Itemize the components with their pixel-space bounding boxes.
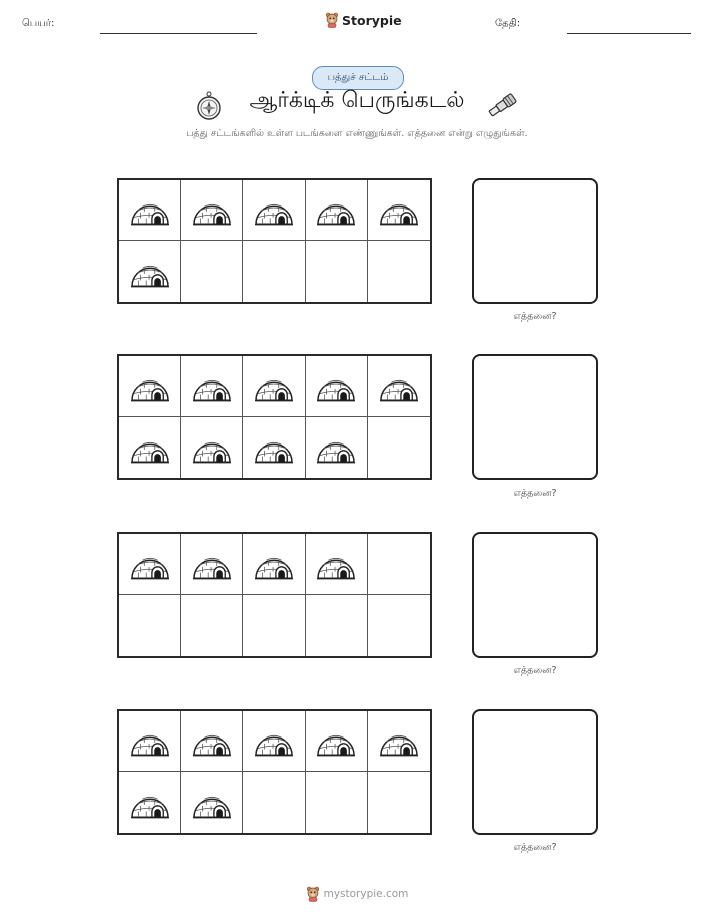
igloo-icon bbox=[315, 430, 357, 466]
answer-box-4[interactable] bbox=[472, 709, 598, 835]
igloo-icon bbox=[315, 723, 357, 759]
igloo-icon bbox=[129, 254, 171, 290]
filled-cell bbox=[119, 534, 181, 595]
empty-cell bbox=[243, 241, 305, 302]
igloo-icon bbox=[378, 192, 420, 228]
filled-cell bbox=[306, 534, 368, 595]
filled-cell bbox=[181, 417, 243, 478]
empty-cell bbox=[306, 595, 368, 656]
igloo-icon bbox=[253, 192, 295, 228]
filled-cell bbox=[119, 772, 181, 833]
empty-cell bbox=[243, 595, 305, 656]
filled-cell bbox=[181, 772, 243, 833]
empty-cell bbox=[368, 534, 430, 595]
filled-cell bbox=[243, 534, 305, 595]
filled-cell bbox=[119, 241, 181, 302]
igloo-icon bbox=[129, 368, 171, 404]
empty-cell bbox=[368, 772, 430, 833]
ten-frame-2 bbox=[117, 354, 432, 480]
footer bbox=[0, 886, 714, 902]
filled-cell bbox=[181, 534, 243, 595]
brand-name: Storypie bbox=[342, 12, 402, 28]
igloo-icon bbox=[191, 430, 233, 466]
filled-cell bbox=[243, 417, 305, 478]
filled-cell bbox=[243, 180, 305, 241]
filled-cell bbox=[119, 180, 181, 241]
igloo-icon bbox=[129, 546, 171, 582]
igloo-icon bbox=[129, 192, 171, 228]
ten-frame-1 bbox=[117, 178, 432, 304]
filled-cell bbox=[119, 417, 181, 478]
how-many-label-4: எத்தனை? bbox=[513, 842, 557, 853]
name-line[interactable] bbox=[100, 33, 257, 34]
filled-cell bbox=[368, 180, 430, 241]
filled-cell bbox=[119, 356, 181, 417]
igloo-icon bbox=[129, 723, 171, 759]
storypie-logo bbox=[325, 12, 402, 28]
filled-cell bbox=[306, 711, 368, 772]
igloo-icon bbox=[253, 546, 295, 582]
filled-cell bbox=[243, 711, 305, 772]
igloo-icon bbox=[253, 368, 295, 404]
igloo-icon bbox=[315, 546, 357, 582]
igloo-icon bbox=[191, 785, 233, 821]
date-label: தேதி: bbox=[495, 18, 521, 29]
how-many-label-1: எத்தனை? bbox=[513, 311, 557, 322]
empty-cell bbox=[368, 595, 430, 656]
empty-cell bbox=[306, 241, 368, 302]
answer-box-1[interactable] bbox=[472, 178, 598, 304]
filled-cell bbox=[306, 417, 368, 478]
empty-cell bbox=[181, 241, 243, 302]
filled-cell bbox=[181, 711, 243, 772]
filled-cell bbox=[181, 180, 243, 241]
filled-cell bbox=[181, 356, 243, 417]
ten-frame-3 bbox=[117, 532, 432, 658]
footer-url[interactable]: mystorypie.com bbox=[323, 888, 409, 900]
igloo-icon bbox=[191, 192, 233, 228]
answer-box-2[interactable] bbox=[472, 354, 598, 480]
filled-cell bbox=[368, 711, 430, 772]
filled-cell bbox=[368, 356, 430, 417]
empty-cell bbox=[368, 417, 430, 478]
name-label: பெயர்: bbox=[22, 18, 55, 29]
empty-cell bbox=[368, 241, 430, 302]
answer-box-3[interactable] bbox=[472, 532, 598, 658]
igloo-icon bbox=[253, 430, 295, 466]
igloo-icon bbox=[315, 192, 357, 228]
filled-cell bbox=[119, 711, 181, 772]
igloo-icon bbox=[378, 723, 420, 759]
igloo-icon bbox=[191, 546, 233, 582]
empty-cell bbox=[306, 772, 368, 833]
igloo-icon bbox=[315, 368, 357, 404]
how-many-label-3: எத்தனை? bbox=[513, 665, 557, 676]
ten-frame-4 bbox=[117, 709, 432, 835]
igloo-icon bbox=[191, 368, 233, 404]
filled-cell bbox=[306, 356, 368, 417]
empty-cell bbox=[119, 595, 181, 656]
mascot-icon bbox=[306, 886, 320, 902]
telescope-icon bbox=[486, 92, 520, 118]
igloo-icon bbox=[129, 785, 171, 821]
how-many-label-2: எத்தனை? bbox=[513, 488, 557, 499]
igloo-icon bbox=[378, 368, 420, 404]
date-line[interactable] bbox=[567, 33, 691, 34]
igloo-icon bbox=[129, 430, 171, 466]
empty-cell bbox=[181, 595, 243, 656]
empty-cell bbox=[243, 772, 305, 833]
mascot-icon bbox=[325, 12, 339, 28]
instructions: பத்து சட்டங்களில் உள்ள படங்களை எண்ணுங்கள். எத்தனை என்று எழுதுங்கள். bbox=[186, 128, 528, 139]
ten-frame-badge: பத்துச் சட்டம் bbox=[312, 66, 404, 90]
igloo-icon bbox=[253, 723, 295, 759]
filled-cell bbox=[243, 356, 305, 417]
igloo-icon bbox=[191, 723, 233, 759]
page-title: ஆர்க்டிக் பெருங்கடல் bbox=[249, 88, 465, 113]
filled-cell bbox=[306, 180, 368, 241]
